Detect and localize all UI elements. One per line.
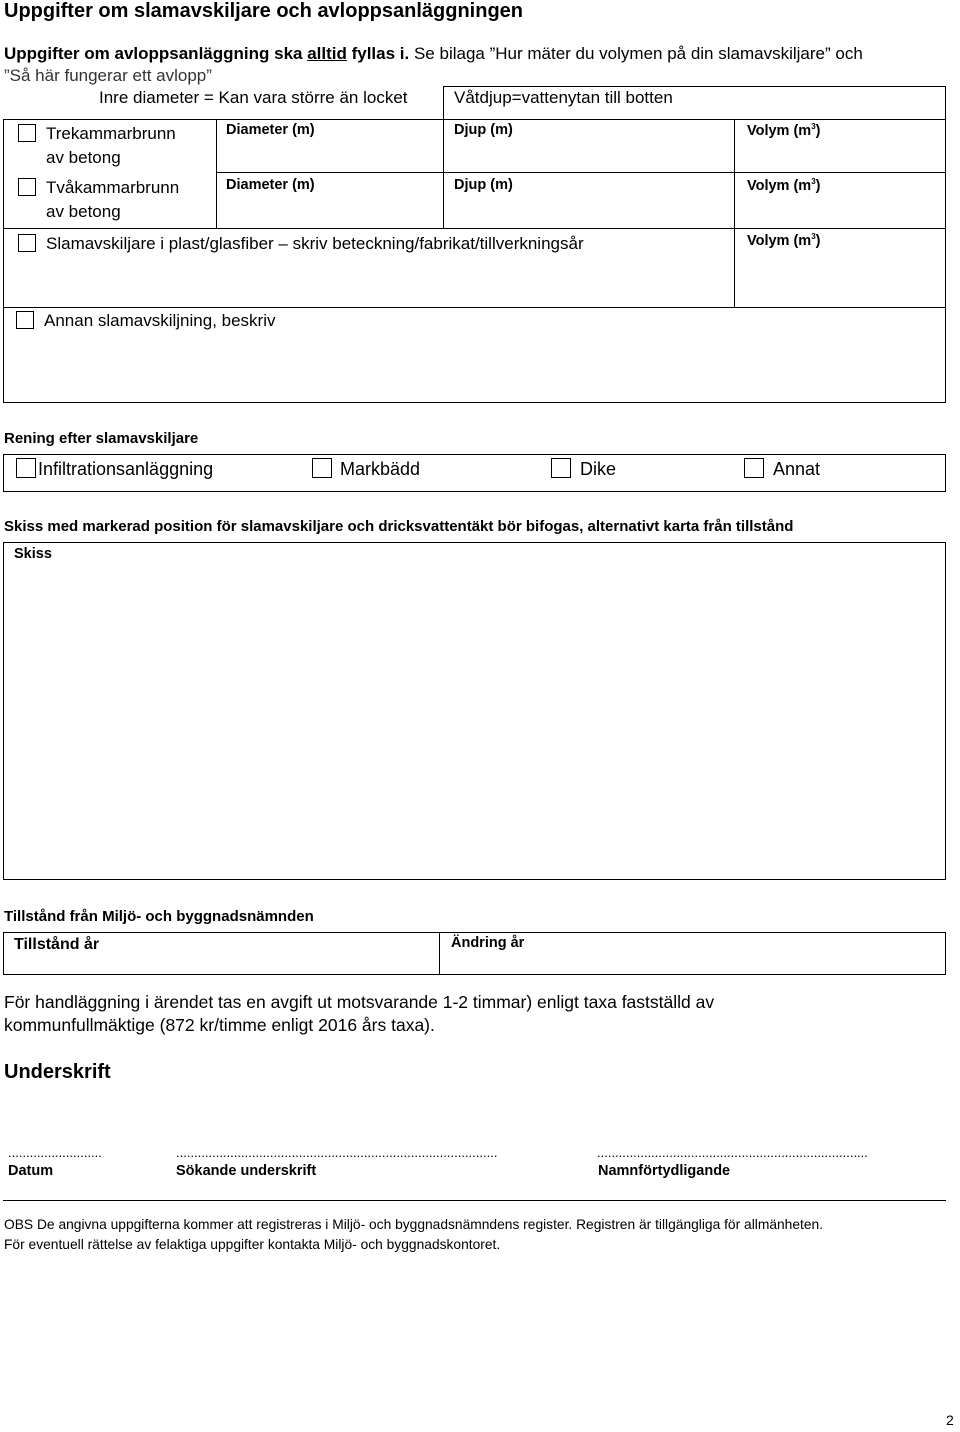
checkbox-annat[interactable] bbox=[744, 458, 764, 478]
obs-line2: För eventuell rättelse av felaktiga uppgifter kontakta Miljö- och byggnadskontoret. bbox=[4, 1237, 501, 1252]
tillstand-year-field[interactable] bbox=[4, 955, 439, 974]
option-trekammarbrunn-line2: av betong bbox=[46, 148, 121, 167]
volume-field-2[interactable] bbox=[735, 195, 945, 228]
fee-text-line1: För handläggning i ärendet tas en avgift ut motsvarande 1-2 timmar) enligt taxa fastställd av bbox=[4, 992, 715, 1012]
rening-heading: Rening efter slamavskiljare bbox=[4, 430, 199, 447]
diameter-label: Diameter (m) bbox=[226, 122, 315, 138]
name-clarification-label: Namnförtydligande bbox=[598, 1163, 731, 1179]
option-tvakammarbrunn-line2: av betong bbox=[46, 202, 121, 221]
skiss-label: Skiss bbox=[14, 546, 52, 562]
option-annat: Annat bbox=[773, 459, 821, 479]
diameter-field-2[interactable] bbox=[217, 195, 443, 228]
page-number: 2 bbox=[946, 1412, 954, 1428]
checkbox-trekammarbrunn[interactable] bbox=[18, 124, 36, 142]
option-dike: Dike bbox=[580, 459, 617, 479]
option-plast-glasfiber: Slamavskiljare i plast/glasfiber – skriv beteckning/fabrikat/tillverkningsår bbox=[46, 234, 584, 253]
checkbox-tvakammarbrunn[interactable] bbox=[18, 178, 36, 196]
instruction-bold-1: Uppgifter om avloppsanläggning ska bbox=[4, 44, 308, 63]
diameter-label: Diameter (m) bbox=[226, 177, 315, 193]
annan-description-field[interactable] bbox=[4, 336, 945, 402]
volume-field-3[interactable] bbox=[735, 252, 945, 307]
andring-year-field[interactable] bbox=[440, 955, 945, 974]
signature-field[interactable] bbox=[176, 1128, 538, 1162]
tillstand-heading: Tillstånd från Miljö- och byggnadsnämnden bbox=[4, 908, 314, 925]
instruction-normal: Se bilaga ”Hur mäter du volymen på din slamavskiljare” och bbox=[409, 44, 863, 63]
tillstand-year-label: Tillstånd år bbox=[14, 936, 100, 953]
option-infiltration: Infiltrationsanläggning bbox=[38, 459, 214, 479]
note-depth: Våtdjup=vattenytan till botten bbox=[454, 88, 673, 107]
signature-heading: Underskrift bbox=[4, 1061, 111, 1083]
skiss-heading: Skiss med markerad position för slamavskiljare och dricksvattentäkt bör bifogas, alternativt karta från tillstånd bbox=[4, 518, 794, 535]
date-label: Datum bbox=[8, 1163, 54, 1179]
checkbox-infiltration[interactable] bbox=[16, 458, 36, 478]
volume-label: Volym $(m^3)$ bbox=[747, 232, 821, 249]
note-diameter: Inre diameter = Kan vara större än locket bbox=[99, 88, 408, 107]
volume-field-1[interactable] bbox=[735, 140, 945, 172]
option-trekammarbrunn-line1: Trekammarbrunn bbox=[46, 124, 176, 143]
signature-dots: ......................................................................................... bbox=[176, 1145, 498, 1160]
instruction-bold-2: fyllas i. bbox=[346, 44, 410, 63]
date-field[interactable] bbox=[8, 1128, 132, 1162]
volume-label: Volym $(m^3)$ bbox=[747, 122, 821, 139]
andring-year-label: Ändring år bbox=[451, 935, 525, 951]
fee-text-line2: kommunfullmäktige (872 kr/timme enligt 2016 års taxa). bbox=[4, 1015, 435, 1035]
instruction-underlined: alltid bbox=[307, 44, 347, 63]
depth-label: Djup (m) bbox=[454, 177, 513, 193]
page-title: Uppgifter om slamavskiljare och avloppsanläggningen bbox=[4, 0, 524, 22]
name-clarification-field[interactable] bbox=[597, 1128, 887, 1162]
checkbox-annan[interactable] bbox=[16, 311, 34, 329]
instruction-line-2: ”Så här fungerar ett avlopp” bbox=[4, 66, 212, 85]
option-annan: Annan slamavskiljning, beskriv bbox=[44, 311, 276, 330]
plastic-description-field[interactable] bbox=[4, 258, 734, 307]
skiss-box[interactable] bbox=[3, 542, 946, 880]
checkbox-dike[interactable] bbox=[551, 458, 571, 478]
diameter-field-1[interactable] bbox=[217, 140, 443, 172]
name-dots: ........................................................................... bbox=[597, 1145, 868, 1160]
date-dots: .......................... bbox=[8, 1145, 102, 1160]
option-tvakammarbrunn-line1: Tvåkammarbrunn bbox=[46, 178, 180, 197]
checkbox-plast-glasfiber[interactable] bbox=[18, 234, 36, 252]
instruction bbox=[4, 44, 863, 64]
volume-label: Volym $(m^3)$ bbox=[747, 177, 821, 194]
checkbox-markbadd[interactable] bbox=[312, 458, 332, 478]
signature-label: Sökande underskrift bbox=[176, 1163, 317, 1179]
depth-label: Djup (m) bbox=[454, 122, 513, 138]
depth-field-2[interactable] bbox=[444, 195, 734, 228]
option-markbadd: Markbädd bbox=[340, 459, 421, 479]
depth-field-1[interactable] bbox=[444, 140, 734, 172]
obs-line1: OBS De angivna uppgifterna kommer att registreras i Miljö- och byggnadsnämndens register. Registren är tillgängliga för allmänheten. bbox=[4, 1217, 824, 1232]
